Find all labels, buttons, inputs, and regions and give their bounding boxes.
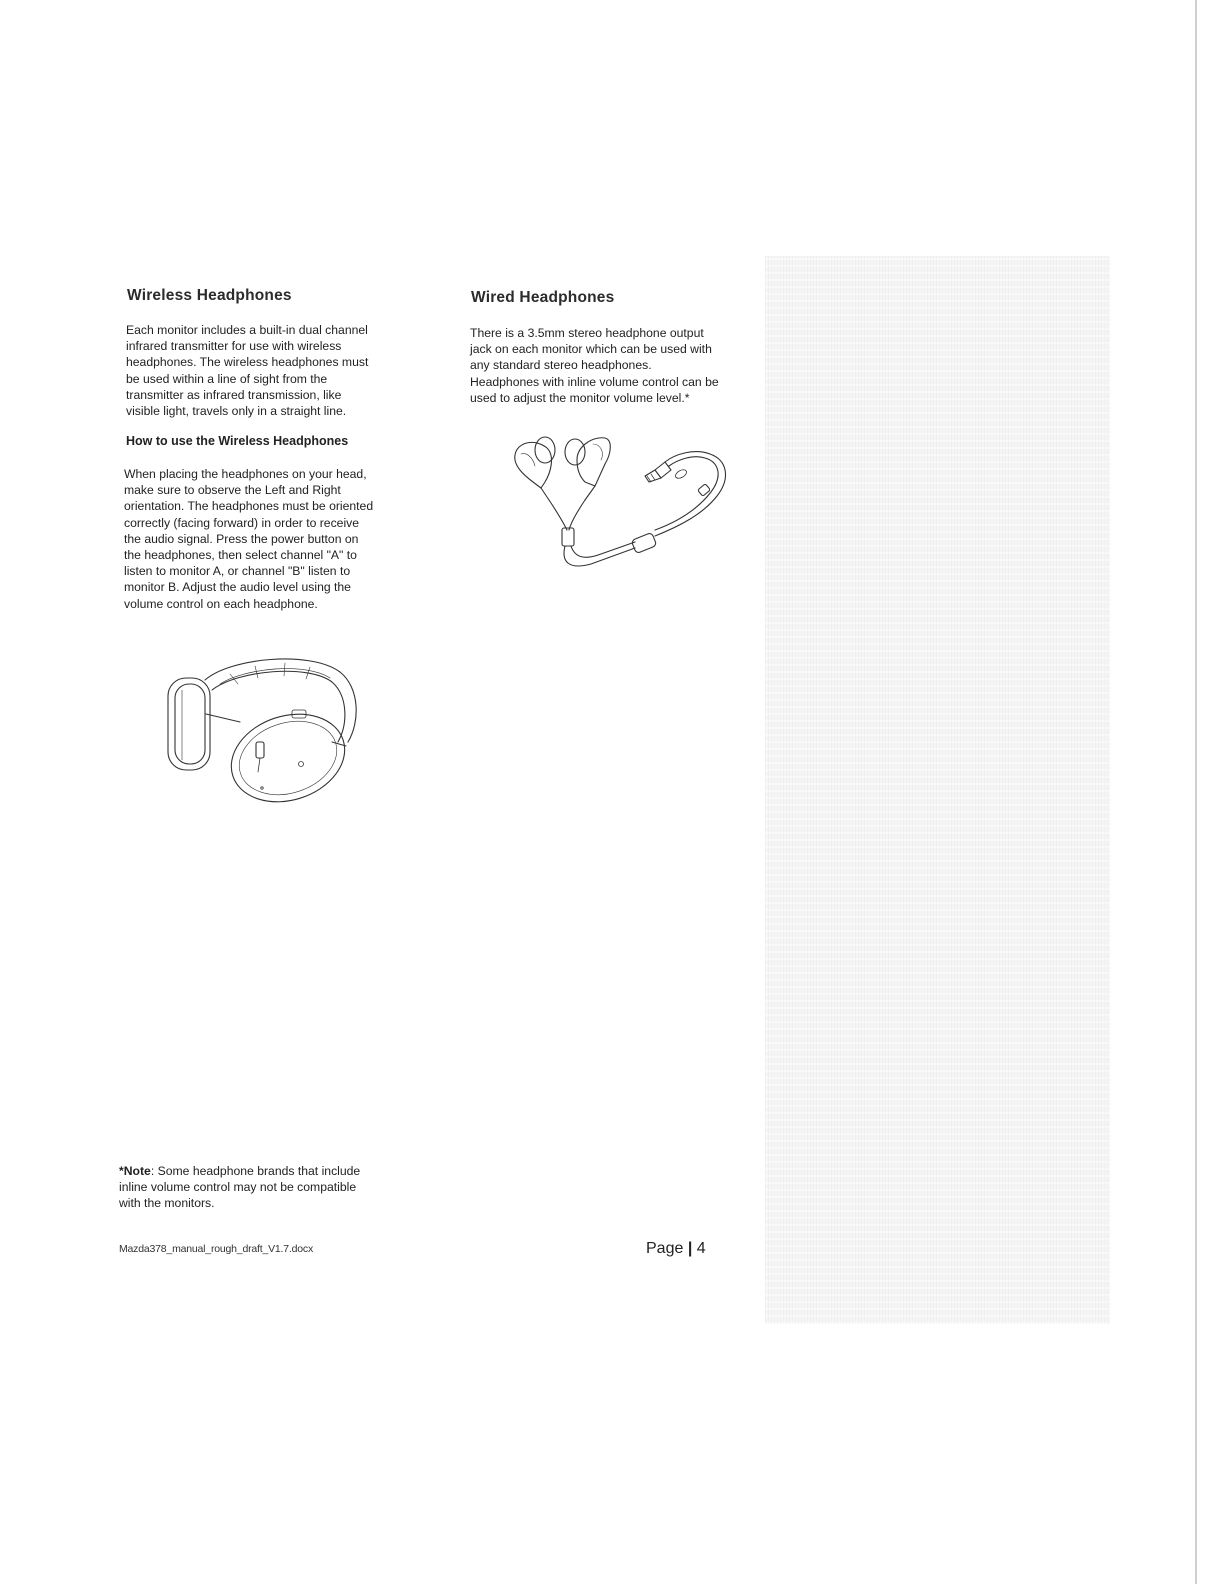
paragraph-line: the audio signal. Press the power button on — [124, 531, 359, 546]
paragraph-line: jack on each monitor which can be used with — [470, 342, 712, 357]
wired-paragraph — [470, 325, 719, 406]
note-label: *Note — [119, 1164, 151, 1178]
paragraph-line: When placing the headphones on your head, — [124, 467, 367, 481]
paragraph-line: be used within a line of sight from the — [126, 371, 328, 386]
paragraph-line: correctly (facing forward) in order to receive — [124, 515, 360, 530]
note-first-line-text: : Some headphone brands that include — [150, 1164, 361, 1178]
wired-headphones-heading: Wired Headphones — [471, 289, 615, 306]
wireless-headphones-heading: Wireless Headphones — [127, 287, 292, 304]
paragraph-line: infrared transmitter for use with wireless — [126, 339, 342, 354]
over-ear-headphones-icon — [160, 650, 370, 805]
paragraph-line: Each monitor includes a built-in dual channel — [126, 323, 368, 337]
paragraph-line: visible light, travels only in a straight line. — [126, 404, 347, 419]
note-first-line — [119, 1163, 360, 1179]
paragraph-line: make sure to observe the Left and Right — [124, 483, 341, 498]
paragraph-line: volume control on each headphone. — [124, 596, 318, 611]
compatibility-note — [119, 1163, 360, 1212]
footer-page-number — [646, 1240, 706, 1258]
paragraph-line: headphones. The wireless headphones must — [126, 355, 369, 370]
paragraph-line: listen to monitor A, or channel "B" listen to — [124, 564, 351, 579]
paragraph-line: Headphones with inline volume control can be — [470, 374, 719, 389]
paragraph-line: transmitter as infrared transmission, like — [126, 387, 342, 402]
paragraph-line: There is a 3.5mm stereo headphone output — [470, 326, 704, 340]
paragraph-line: orientation. The headphones must be oriented — [124, 499, 374, 514]
earbud-headphones-icon — [505, 430, 745, 575]
page-edge-line — [1195, 0, 1197, 1584]
page-separator: | — [687, 1240, 693, 1257]
wireless-intro-paragraph — [126, 322, 368, 419]
page-label: Page — [646, 1240, 684, 1257]
shaded-background-panel — [765, 256, 1110, 1324]
paragraph-line: used to adjust the monitor volume level.* — [470, 390, 690, 405]
paragraph-line: any standard stereo headphones. — [470, 358, 652, 373]
paragraph-line: the headphones, then select channel "A" to — [124, 548, 357, 563]
page-number: 4 — [696, 1240, 706, 1257]
note-line: with the monitors. — [119, 1196, 215, 1211]
instructions-paragraph — [124, 466, 373, 612]
paragraph-line: monitor B. Adjust the audio level using the — [124, 580, 351, 595]
footer-filename: Mazda378_manual_rough_draft_V1.7.docx — [119, 1243, 313, 1255]
note-line: inline volume control may not be compatible — [119, 1180, 357, 1195]
how-to-use-subheading: How to use the Wireless Headphones — [126, 434, 349, 448]
